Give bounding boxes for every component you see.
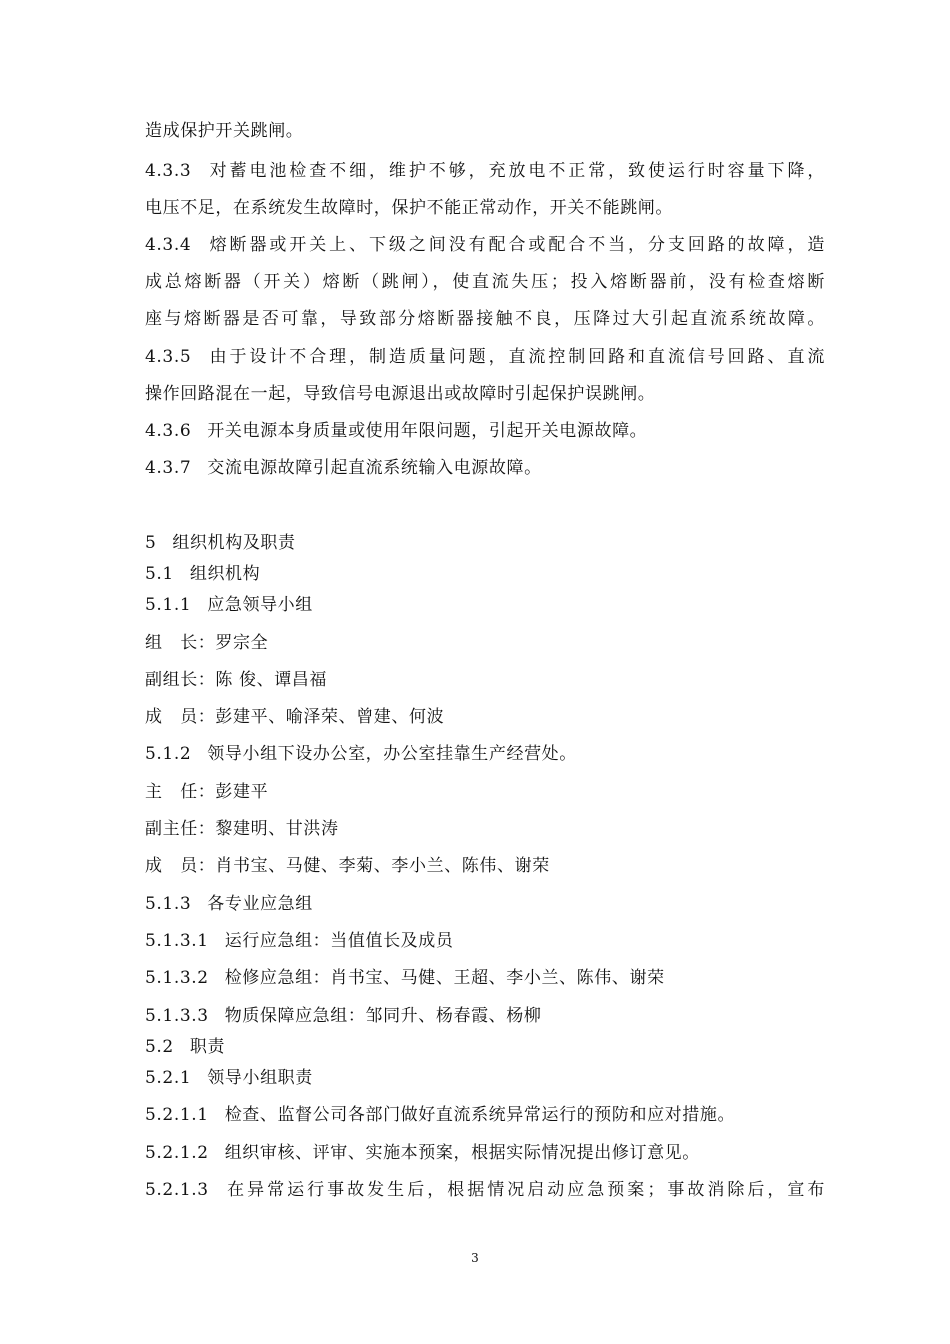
clause-4-3-7: 4.3.7 交流电源故障引起直流系统输入电源故障。 [145,458,542,478]
clause-5-2-1-2: 5.2.1.2 组织审核、评审、实施本预案，根据实际情况提出修订意见。 [145,1143,700,1163]
clause-5-2-1-1: 5.2.1.1 检查、监督公司各部门做好直流系统异常运行的预防和应对措施。 [145,1105,736,1125]
page-number: 3 [471,1251,479,1265]
section-5-2-heading: 5.2 职责 [145,1037,226,1057]
clause-5-1-3-3: 5.1.3.3 物质保障应急组：邹同升、杨春霞、杨柳 [145,1006,542,1026]
text-line: 电压不足，在系统发生故障时，保护不能正常动作，开关不能跳闸。 [145,198,673,218]
text-line: 操作回路混在一起，导致信号电源退出或故障时引起保护误跳闸。 [145,384,656,404]
text-line: 成总熔断器（开关）熔断（跳闸），使直流失压；投入熔断器前，没有检查熔断 [145,272,825,292]
text-line: 造成保护开关跳闸。 [145,121,304,141]
director-line: 主 任：彭建平 [145,782,269,802]
leader-line: 组 长：罗宗全 [145,633,269,653]
clause-5-2-1-3: 5.2.1.3 在异常运行事故发生后，根据情况启动应急预案；事故消除后，宣布 [145,1180,825,1200]
clause-5-1-2: 5.1.2 领导小组下设办公室，办公室挂靠生产经营处。 [145,744,577,764]
deputy-leader-line: 副组长：陈 俊、谭昌福 [145,670,328,690]
text-line: 座与熔断器是否可靠，导致部分熔断器接触不良，压降过大引起直流系统故障。 [145,309,825,329]
members-line: 成 员：彭建平、喻泽荣、曾建、何波 [145,707,445,727]
office-members-line: 成 员：肖书宝、马健、李菊、李小兰、陈伟、谢荣 [145,856,550,876]
deputy-director-line: 副主任：黎建明、甘洪涛 [145,819,339,839]
section-5-1-3-heading: 5.1.3 各专业应急组 [145,894,313,914]
section-5-1-heading: 5.1 组织机构 [145,564,261,584]
section-5-heading: 5 组织机构及职责 [145,533,296,553]
clause-5-1-3-2: 5.1.3.2 检修应急组：肖书宝、马健、王超、李小兰、陈伟、谢荣 [145,968,665,988]
clause-4-3-5: 4.3.5 由于设计不合理，制造质量问题，直流控制回路和直流信号回路、直流 [145,347,825,367]
section-5-2-1-heading: 5.2.1 领导小组职责 [145,1068,313,1088]
clause-4-3-6: 4.3.6 开关电源本身质量或使用年限问题，引起开关电源故障。 [145,421,648,441]
section-5-1-1-heading: 5.1.1 应急领导小组 [145,595,313,615]
clause-4-3-4: 4.3.4 熔断器或开关上、下级之间没有配合或配合不当，分支回路的故障，造 [145,235,825,255]
clause-5-1-3-1: 5.1.3.1 运行应急组：当值值长及成员 [145,931,454,951]
clause-4-3-3: 4.3.3 对蓄电池检查不细，维护不够，充放电不正常，致使运行时容量下降， [145,161,825,181]
